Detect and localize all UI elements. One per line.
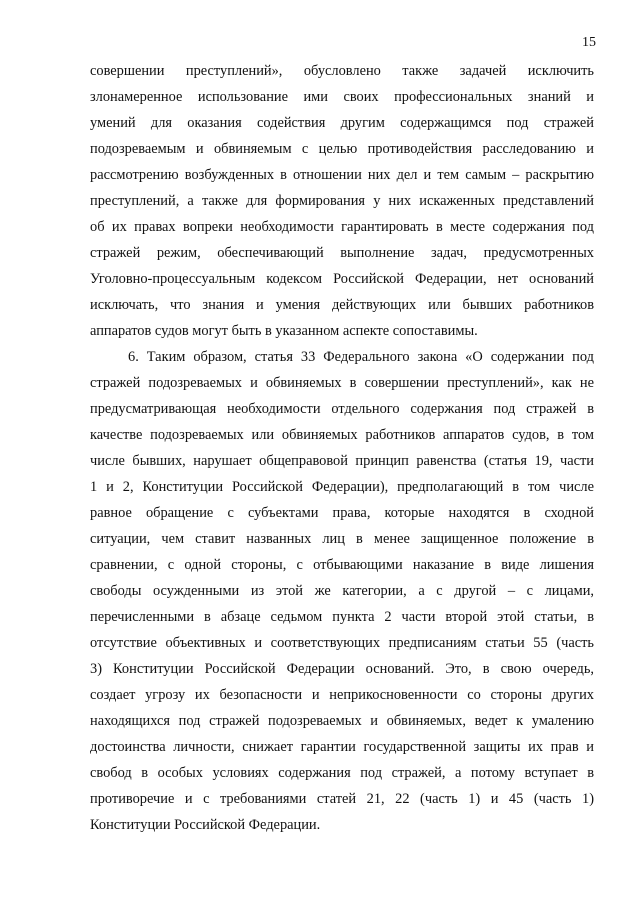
text-line: подозреваемым и обвиняемым с целью противодействия расследованию и: [90, 141, 594, 157]
text-line: стражей режим, обеспечивающий выполнение задач, предусмотренных: [90, 245, 594, 261]
text-line: противоречие и с требованиями статей 21, 22 (часть 1) и 45 (часть 1): [90, 791, 594, 807]
text-line: Конституции Российской Федерации.: [90, 817, 321, 833]
text-line: стражей подозреваемых и обвиняемых в совершении преступлений», как не: [90, 375, 594, 391]
body-text: [90, 58, 594, 838]
text-line: находящихся под стражей подозреваемых и обвиняемых, ведет к умалению: [90, 713, 594, 729]
text-line: 1 и 2, Конституции Российской Федерации), предполагающий в том числе: [90, 479, 594, 495]
text-line: качестве подозреваемых или обвиняемых работников аппаратов судов, в том: [90, 427, 594, 443]
text-line: аппаратов судов могут быть в указанном аспекте сопоставимы.: [90, 323, 478, 339]
page-number: 15: [582, 35, 596, 50]
text-line: отсутствие объективных и соответствующих предписаниям статьи 55 (часть: [90, 635, 594, 651]
text-line: создает угрозу их безопасности и неприкосновенности со стороны других: [90, 687, 594, 703]
text-line: перечисленными в абзаце седьмом пункта 2 части второй этой статьи, в: [90, 609, 594, 625]
text-line: предусматривающая необходимости отдельного содержания под стражей в: [90, 401, 594, 417]
text-line: сравнении, с одной стороны, с отбывающими наказание в виде лишения: [90, 557, 594, 573]
text-line: достоинства личности, снижает гарантии государственной защиты их прав и: [90, 739, 594, 755]
text-line: об их правах вопреки необходимости гарантировать в месте содержания под: [90, 219, 594, 235]
text-line: ситуации, чем ставит названных лиц в менее защищенное положение в: [90, 531, 594, 547]
text-line: Уголовно-процессуальным кодексом Российской Федерации, нет оснований: [90, 271, 594, 287]
text-line: равное обращение с субъектами права, которые находятся в сходной: [90, 505, 594, 521]
text-line: числе бывших, нарушает общеправовой принцип равенства (статья 19, части: [90, 453, 594, 469]
text-line: умений для оказания содействия другим содержащимся под стражей: [90, 115, 594, 131]
text-line: свободы осужденными из этой же категории, а с другой – с лицами,: [90, 583, 594, 599]
text-line: 6. Таким образом, статья 33 Федерального закона «О содержании под: [128, 349, 594, 365]
text-line: 3) Конституции Российской Федерации оснований. Это, в свою очередь,: [90, 661, 594, 677]
text-line: рассмотрению возбужденных в отношении них дел и тем самым – раскрытию: [90, 167, 594, 183]
text-line: преступлений, а также для формирования у них искаженных представлений: [90, 193, 594, 209]
text-line: исключать, что знания и умения действующих или бывших работников: [90, 297, 594, 313]
text-line: свобод в особых условиях содержания под стражей, а потому вступает в: [90, 765, 594, 781]
text-line: совершении преступлений», обусловлено также задачей исключить: [90, 63, 594, 79]
text-line: злонамеренное использование ими своих профессиональных знаний и: [90, 89, 594, 105]
